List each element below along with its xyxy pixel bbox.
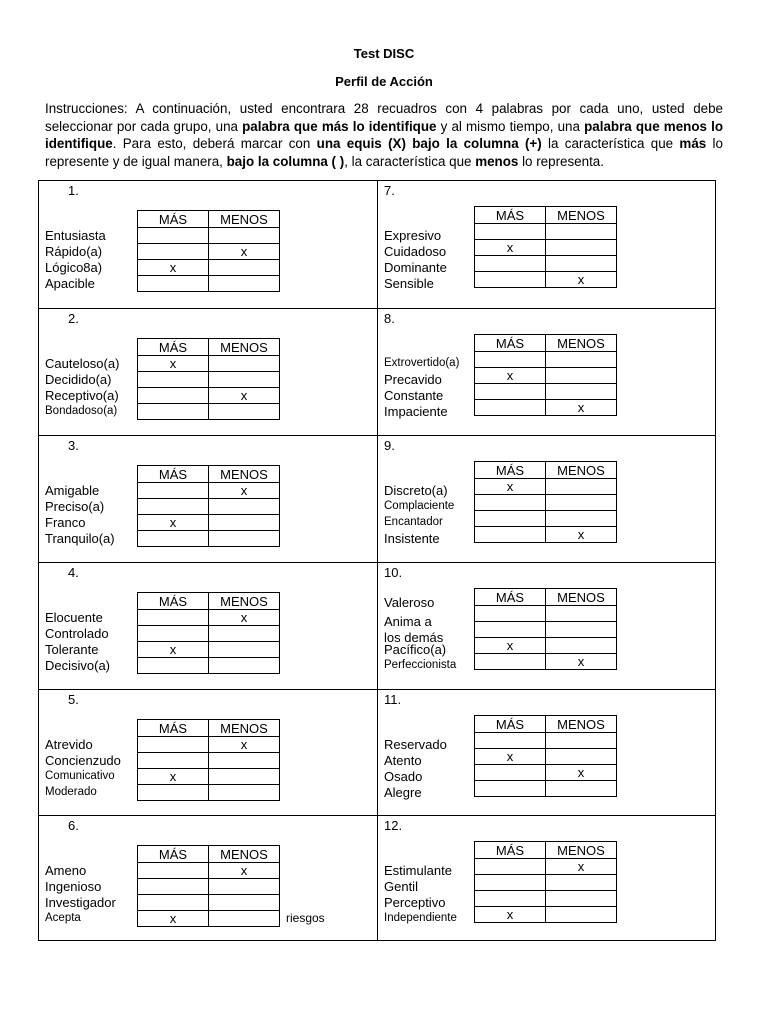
trait-word: Entusiasta [45,228,106,243]
mas-mark-cell[interactable]: x [475,240,546,256]
menos-mark-cell[interactable] [546,638,617,654]
instructions-bold-text: menos [475,153,519,169]
mas-menos-table [474,334,617,416]
mas-mark-cell[interactable] [475,765,546,781]
menos-mark-cell[interactable] [546,240,617,256]
menos-mark-cell[interactable] [209,515,280,531]
page-subtitle: Perfil de Acción [335,74,433,89]
trait-word: Precavido [384,372,442,387]
answer-row [138,531,280,547]
mas-mark-cell[interactable] [475,622,546,638]
menos-mark-cell[interactable] [209,626,280,642]
trait-word: Complaciente [384,500,455,512]
menos-mark-cell[interactable] [546,875,617,891]
answer-row [475,622,617,638]
box-number: 11. [384,692,402,707]
trait-word: Receptivo(a) [45,388,119,403]
answer-row [475,606,617,622]
trait-word: Gentil [384,879,418,894]
trait-word: Constante [384,388,444,403]
answer-row [138,626,280,642]
menos-mark-cell[interactable]: x [209,483,280,499]
answer-row [138,642,280,658]
box-number: 2. [68,311,79,326]
menos-mark-cell[interactable] [546,256,617,272]
menos-mark-cell[interactable]: x [546,765,617,781]
trait-word: Insistente [384,531,440,546]
menos-mark-cell[interactable] [209,911,280,927]
menos-mark-cell[interactable] [209,769,280,785]
instructions-bold-text: más [679,136,707,151]
answer-row [475,638,617,654]
instructions-text: y al mismo tiempo, una [436,118,585,134]
mas-mark-cell[interactable] [138,372,209,388]
mas-mark-cell[interactable]: x [475,749,546,765]
trait-word: Discreto(a) [384,483,448,498]
menos-mark-cell[interactable]: x [546,859,617,875]
instructions-bold-text: una equis (X) bajo la columna (+) [316,136,542,151]
answer-row [138,753,280,769]
answer-row [138,879,280,895]
trait-word: Comunicativo [45,770,115,782]
mas-mark-cell[interactable] [475,654,546,670]
menos-mark-cell[interactable] [209,372,280,388]
row-divider [38,689,716,690]
answer-row [138,610,280,626]
menos-mark-cell[interactable] [546,749,617,765]
menos-mark-cell[interactable] [546,384,617,400]
answer-row [138,228,280,244]
menos-header: MENOS [209,593,280,610]
answer-row [138,356,280,372]
mas-menos-table [137,592,280,674]
answer-row [475,384,617,400]
box-number: 1. [68,183,79,198]
answer-row [138,737,280,753]
mas-header: MÁS [475,716,546,733]
mas-mark-cell[interactable] [138,658,209,674]
menos-mark-cell[interactable] [209,658,280,674]
instructions-bold-text: bajo la columna ( ) [226,153,345,169]
answer-row [138,863,280,879]
trait-word: Franco [45,515,86,530]
trait-word: Amigable [45,483,100,498]
menos-mark-cell[interactable]: x [209,388,280,404]
menos-mark-cell[interactable] [546,622,617,638]
instructions-bold-text: palabra que menos lo identifique [45,118,723,151]
menos-mark-cell[interactable] [209,228,280,244]
mas-mark-cell[interactable] [138,244,209,260]
mas-header: MÁS [138,339,209,356]
trait-word: Osado [384,769,423,784]
menos-mark-cell[interactable] [209,276,280,292]
menos-header: MENOS [546,842,617,859]
mas-mark-cell[interactable] [475,495,546,511]
mas-mark-cell[interactable] [475,781,546,797]
answer-row [138,388,280,404]
answer-row [475,654,617,670]
mas-mark-cell[interactable]: x [475,368,546,384]
mas-mark-cell[interactable] [475,511,546,527]
mas-menos-table [474,461,617,543]
trait-word: Decidido(a) [45,372,112,387]
answer-row [475,511,617,527]
answer-row [475,891,617,907]
box-number: 9. [384,438,395,453]
trait-word: Atrevido [45,737,93,752]
mas-mark-cell[interactable] [138,531,209,547]
menos-mark-cell[interactable] [209,260,280,276]
menos-mark-cell[interactable] [209,642,280,658]
trait-word: Independiente [384,912,457,924]
answer-row [475,875,617,891]
menos-mark-cell[interactable] [209,785,280,801]
mas-mark-cell[interactable] [138,879,209,895]
instructions-text: la característica que [541,136,680,151]
trait-word: Alegre [384,785,422,800]
mas-mark-cell[interactable] [138,228,209,244]
mas-mark-cell[interactable]: x [138,356,209,372]
menos-header: MENOS [209,339,280,356]
mas-header: MÁS [475,462,546,479]
box-number: 7. [384,183,395,198]
trait-word: Impaciente [384,404,448,419]
trait-word: Tranquilo(a) [45,531,115,546]
trait-word: Bondadoso(a) [45,405,118,417]
mas-mark-cell[interactable] [138,753,209,769]
trait-word: Atento [384,753,422,768]
answer-row [138,404,280,420]
trait-word: Concienzudo [45,753,121,768]
menos-header: MENOS [546,462,617,479]
trait-word: Investigador [45,895,116,910]
mas-mark-cell[interactable] [138,610,209,626]
menos-header: MENOS [209,466,280,483]
menos-mark-cell[interactable] [546,224,617,240]
mas-mark-cell[interactable] [138,737,209,753]
menos-mark-cell[interactable] [546,907,617,923]
answer-row [138,785,280,801]
answer-row [475,859,617,875]
mas-mark-cell[interactable]: x [138,260,209,276]
page-title: Test DISC [353,46,415,61]
mas-mark-cell[interactable]: x [138,769,209,785]
mas-mark-cell[interactable]: x [475,907,546,923]
trait-word: Controlado [45,626,109,641]
mas-mark-cell[interactable] [475,606,546,622]
mas-header: MÁS [475,589,546,606]
mas-menos-table [474,588,617,670]
box-number: 10. [384,565,403,580]
mas-mark-cell[interactable] [475,384,546,400]
menos-mark-cell[interactable]: x [209,610,280,626]
trait-word: Reservado [384,737,447,752]
mas-mark-cell[interactable] [475,400,546,416]
mas-menos-table [137,465,280,547]
menos-mark-cell[interactable] [209,404,280,420]
menos-mark-cell[interactable]: x [546,527,617,543]
mas-mark-cell[interactable]: x [138,911,209,927]
mas-menos-table [137,719,280,801]
mas-mark-cell[interactable] [475,733,546,749]
mas-mark-cell[interactable] [138,483,209,499]
answer-row [138,499,280,515]
box-number: 12. [384,818,403,833]
box-number: 4. [68,565,79,580]
instructions-bold-text: palabra que más lo identifique [242,118,437,134]
instructions-paragraph [45,100,723,170]
answer-row [475,400,617,416]
trait-word: Acepta [45,912,81,924]
menos-mark-cell[interactable] [546,781,617,797]
trait-word: los demás [384,630,444,645]
menos-mark-cell[interactable] [209,531,280,547]
answer-row [475,352,617,368]
menos-mark-cell[interactable] [546,733,617,749]
answer-row [475,907,617,923]
trait-word: Apacible [45,276,95,291]
instructions-text: . Para esto, deberá marcar con [112,136,317,151]
answer-row [475,368,617,384]
mas-menos-table [474,206,617,288]
mas-mark-cell[interactable] [475,256,546,272]
answer-row [138,244,280,260]
mas-mark-cell[interactable] [138,785,209,801]
trait-word: Decisivo(a) [45,658,111,673]
trait-word: Valeroso [384,595,435,610]
grid-divider [377,180,378,941]
mas-header: MÁS [138,466,209,483]
trait-word: Tolerante [45,642,99,657]
answer-row [475,733,617,749]
mas-header: MÁS [475,335,546,352]
menos-mark-cell[interactable]: x [209,863,280,879]
instructions-text: lo represente y de igual manera, [45,136,723,169]
row-divider [38,815,716,816]
menos-mark-cell[interactable] [209,499,280,515]
trait-word: Sensible [384,276,434,291]
box-number: 3. [68,438,79,453]
answer-row [138,276,280,292]
instructions-text: lo representa. [518,153,604,169]
trait-word: Cuidadoso [384,244,447,259]
menos-mark-cell[interactable] [546,495,617,511]
trait-word: Extrovertido(a) [384,357,460,369]
answer-row [138,769,280,785]
mas-header: MÁS [138,846,209,863]
box-number: 8. [384,311,395,326]
menos-header: MENOS [546,716,617,733]
menos-mark-cell[interactable] [546,352,617,368]
menos-mark-cell[interactable]: x [546,400,617,416]
answer-row [475,781,617,797]
mas-mark-cell[interactable]: x [475,479,546,495]
answer-row [475,256,617,272]
answer-row [475,765,617,781]
mas-mark-cell[interactable] [475,272,546,288]
mas-menos-table [474,715,617,797]
mas-mark-cell[interactable] [475,859,546,875]
trait-word-continuation: riesgos [286,911,325,925]
trait-word: Anima a [384,614,432,629]
mas-menos-table [474,841,617,923]
menos-mark-cell[interactable] [546,606,617,622]
mas-header: MÁS [475,842,546,859]
menos-mark-cell[interactable] [546,368,617,384]
menos-mark-cell[interactable] [546,891,617,907]
trait-word: Dominante [384,260,447,275]
menos-mark-cell[interactable] [209,895,280,911]
mas-mark-cell[interactable] [138,895,209,911]
answer-row [138,658,280,674]
box-number: 5. [68,692,79,707]
row-divider [38,308,716,309]
mas-mark-cell[interactable] [475,352,546,368]
trait-word: Ameno [45,863,87,878]
menos-mark-cell[interactable]: x [209,244,280,260]
mas-menos-table [137,845,280,927]
answer-row [138,372,280,388]
menos-mark-cell[interactable] [209,356,280,372]
menos-header: MENOS [209,720,280,737]
mas-mark-cell[interactable] [475,891,546,907]
menos-header: MENOS [546,207,617,224]
answer-row [475,495,617,511]
trait-word: Ingenioso [45,879,102,894]
answer-row [138,911,280,927]
answer-row [475,224,617,240]
mas-mark-cell[interactable] [138,863,209,879]
answer-row [138,515,280,531]
menos-mark-cell[interactable] [209,879,280,895]
trait-word: Preciso(a) [45,499,105,514]
mas-mark-cell[interactable]: x [138,642,209,658]
trait-word: Perceptivo [384,895,446,910]
mas-menos-table [137,338,280,420]
menos-mark-cell[interactable] [209,753,280,769]
menos-mark-cell[interactable] [546,511,617,527]
answer-row [138,895,280,911]
trait-word: Elocuente [45,610,103,625]
mas-header: MÁS [138,593,209,610]
mas-header: MÁS [138,720,209,737]
trait-word: Estimulante [384,863,452,878]
instructions-text: Instrucciones: A continuación, usted encontrara 28 recuadros con 4 palabras por cada uno, usted debe seleccionar por cada grupo, una [45,101,723,134]
mas-mark-cell[interactable] [138,404,209,420]
answer-row [475,479,617,495]
trait-word: Expresivo [384,228,442,243]
trait-word: Pacífico(a) [384,642,447,657]
mas-mark-cell[interactable] [138,626,209,642]
menos-header: MENOS [209,211,280,228]
mas-mark-cell[interactable]: x [138,515,209,531]
answer-row [475,272,617,288]
mas-header: MÁS [138,211,209,228]
trait-word: Moderado [45,786,97,798]
answer-row [475,527,617,543]
mas-mark-cell[interactable] [138,388,209,404]
mas-mark-cell[interactable] [475,224,546,240]
mas-mark-cell[interactable]: x [475,638,546,654]
menos-header: MENOS [546,335,617,352]
mas-menos-table [137,210,280,292]
menos-mark-cell[interactable]: x [546,272,617,288]
trait-word: Rápido(a) [45,244,103,259]
row-divider [38,562,716,563]
mas-mark-cell[interactable] [475,875,546,891]
menos-header: MENOS [209,846,280,863]
trait-word: Encantador [384,516,443,528]
row-divider [38,435,716,436]
mas-mark-cell[interactable] [475,527,546,543]
box-number: 6. [68,818,79,833]
menos-mark-cell[interactable]: x [209,737,280,753]
answer-row [475,240,617,256]
answer-row [138,483,280,499]
answer-row [475,749,617,765]
trait-word: Cauteloso(a) [45,356,120,371]
menos-mark-cell[interactable]: x [546,654,617,670]
menos-mark-cell[interactable] [546,479,617,495]
instructions-text: , la característica que [344,153,476,169]
mas-mark-cell[interactable] [138,499,209,515]
answer-row [138,260,280,276]
trait-word: Lógico8a) [45,260,103,275]
menos-header: MENOS [546,589,617,606]
trait-word: Perfeccionista [384,659,457,671]
mas-mark-cell[interactable] [138,276,209,292]
mas-header: MÁS [475,207,546,224]
